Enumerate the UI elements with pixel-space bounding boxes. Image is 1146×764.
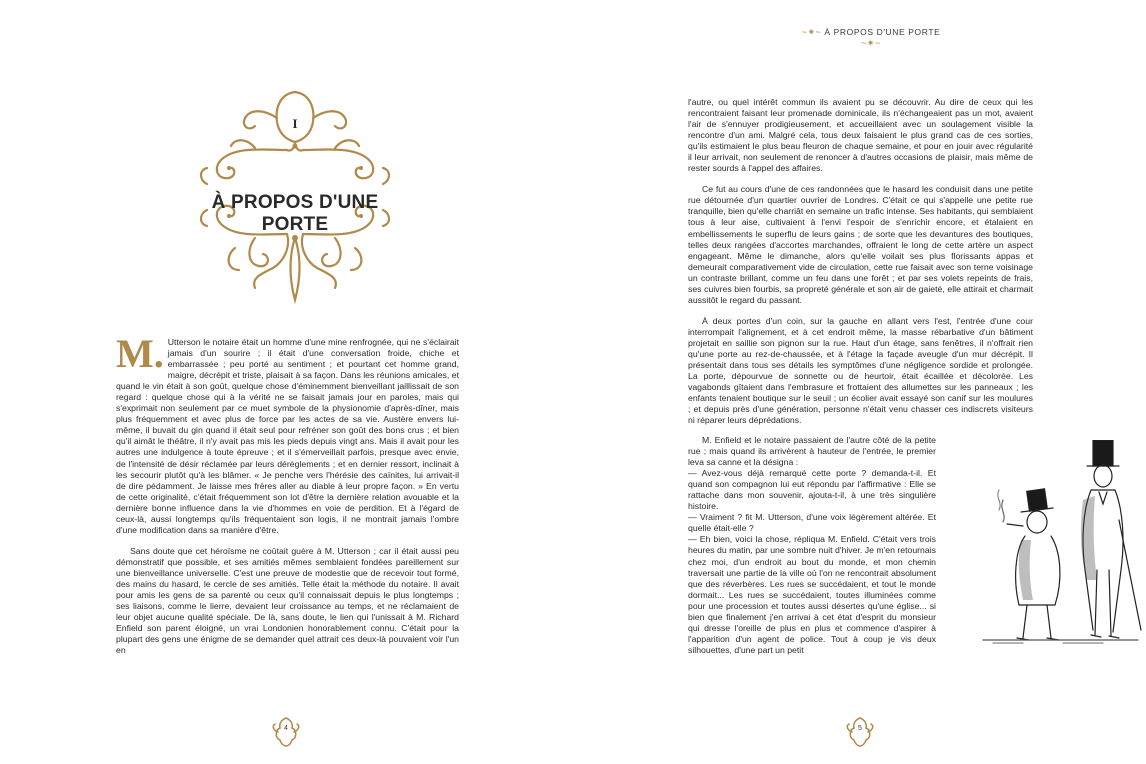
page-number-ornament-icon bbox=[271, 716, 301, 748]
dialog-line: — Eh bien, voici la chose, répliqua M. Enfield. C'était vers trois heures du matin, par une sombre nuit d'hiver. Je m'en retournais chez moi, d'un endroit au bout du monde, et mon chemin traversait une partie de la ville où l'on ne rencontrait absolument que des réverbères. Les rues se succédaient, et tout le monde dormait... Les rues se succédaient, toutes illuminées comme pour une procession et toutes aussi désertes qu'une église... si bien que finalement j'en arrivai à cet état d'esprit du monsieur qui dresse l'oreille de plus en plus et commence d'aspirer à l'apparition d'un agent de police. Tout à coup je vis deux silhouettes, d'une part un petit bbox=[688, 534, 936, 655]
paragraph: l'autre, ou quel intérêt commun ils avaient pu se découvrir. Au dire de ceux qui les rencontraient faisant leur promenade dominicale, ils n'échangeaient pas un mot, avaient l'air de s'ennuyer prodigieusement, et accueillaient avec un soulagement visible la rencontre d'un ami. Malgré cela, tous deux faisaient le plus grand cas de ces sorties, qu'ils estimaient le plus beau fleuron de chaque semaine, et pour en jouir avec régularité il leur arrivait, non seulement de renoncer à d'autres occasions de plaisir, mais même de rester sourds à l'appel des affaires. bbox=[688, 97, 1033, 174]
header-ornament-left-icon: ~⁕~ bbox=[801, 27, 822, 37]
dialog-line: — Vraiment ? fit M. Utterson, d'une voix légèrement altérée. Et quelle était-elle ? bbox=[688, 512, 936, 534]
right-body-text bbox=[688, 97, 1033, 436]
paragraph: M. Utterson le notaire était un homme d'une mine renfrognée, qui ne s'éclairait jamais d'un sourire ; il était d'une conversation froide, chiche et embarrassée ; peu porté au sentiment ; et pourtant cet homme grand, maigre, décrépit et triste, plaisait à sa façon. Dans les réunions amicales, et quand le vin était à son goût, quelque chose d'éminemment bienveillant jaillissait de son regard : quelque chose qui à la vérité ne se faisait jamais jour en paroles, mais qui s'exprimait non seulement par ce muet symbole de la physionomie d'après-dîner, mais plus fréquemment et avec plus de force par les actes de sa vie. Austère envers lui-même, il buvait du gin quand il était seul pour refréner son goût des bons crus ; et bien qu'il aimât le théâtre, il n'y avait pas mis les pieds depuis vingt ans. Mais il avait pour les autres une indulgence à toute épreuve ; et il s'émerveillait parfois, presque avec envie, de l'intensité de désir réclamée par leurs dérèglements ; et en dernier ressort, inclinait à les secourir plutôt qu'à les blâmer. « Je penche vers l'hérésie des caïnites, lui arrivait-il de dire pédamment. Je laisse mes frères aller au diable à leur propre façon. » En vertu de cette originalité, c'était fréquemment son lot d'être la dernière relation avouable et la dernière bonne influence dans la vie d'hommes en voie de perdition. Et à l'égard de ceux-là, aussi longtemps qu'ils fréquentaient son logis, il ne montrait jamais l'ombre d'une modification dans sa manière d'être. bbox=[116, 331, 459, 535]
chapter-number: I bbox=[292, 116, 298, 131]
paragraph: À deux portes d'un coin, sur la gauche en allant vers l'est, l'entrée d'une cour interrompait l'alignement, et à cet endroit même, la masse rébarbative d'un bâtiment projetait en saillie son pignon sur la rue. Haut d'un étage, sans fenêtres, il n'offrait rien qu'une porte au rez-de-chaussée, et à l'étage la façade aveugle d'un mur décrépit. Il présentait dans tous ses détails les symptômes d'une négligence sordide et prolongée. La porte, dépourvue de sonnette ou de heurtoir, était écaillée et décolorée. Les vagabonds gîtaient dans l'embrasure et frottaient des allumettes sur les panneaux ; les enfants tenaient boutique sur le seuil ; un écolier avait essayé son canif sur les moulures ; et depuis près d'une génération, personne n'était venu chasser ces indiscrets visiteurs ni réparer leurs déprédations. bbox=[688, 315, 1033, 426]
dialog-text bbox=[688, 435, 936, 656]
header-ornament-right-icon: ~⁕~ bbox=[861, 38, 881, 48]
page-number-ornament-icon bbox=[845, 716, 875, 748]
gentlemen-illustration bbox=[963, 440, 1143, 645]
running-header: ~⁕~ À PROPOS D'UNE PORTE ~⁕~ bbox=[801, 27, 941, 48]
chapter-title: À PROPOS D'UNE PORTE bbox=[211, 192, 379, 235]
paragraph: Sans doute que cet héroïsme ne coûtait guère à M. Utterson ; car il était aussi peu démonstratif que possible, et ses amitiés mêmes semblaient fondées pareillement sur une bienveillance universelle. C'est une preuve de modestie que de recevoir tout formé, des mains du hasard, le cercle de ses amitiés. Telle était la méthode du notaire. Il avait pour amis les gens de sa parenté ou ceux qu'il connaissait depuis le plus longtemps ; ses liaisons, comme le lierre, devaient leur croissance au temps, et ne réclamaient de leur objet aucune qualité spéciale. De là, sans doute, le lien qui l'unissait à M. Richard Enfield son parent éloigné, un vrai Londonien honorablement connu. C'était pour la plupart des gens une énigme de se demander quel attrait ces deux-là pouvaient voir l'un en bbox=[116, 545, 459, 656]
dialog-line: — Avez-vous déjà remarqué cette porte ? demanda-t-il. Et quand son compagnon lui eut répondu par l'affirmative : Elle se rattache dans mon souvenir, ajouta-t-il, à une très singulière histoire. bbox=[688, 468, 936, 512]
page-number-left: 4 bbox=[271, 716, 301, 748]
dialog-line: M. Enfield et le notaire passaient de l'autre côté de la petite rue ; mais quand ils arrivèrent à hauteur de l'entrée, le premier leva sa canne et la désigna : bbox=[688, 435, 936, 468]
chapter-ornament bbox=[195, 88, 395, 304]
paragraph: Ce fut au cours d'une de ces randonnées que le hasard les conduisit dans une petite rue détournée d'un quartier ouvrier de Londres. C'était ce qui s'appelle une petite rue tranquille, bien qu'elle charriât en semaine un trafic intense. Ses habitants, qui semblaient tous à leur aise, cultivaient à l'envi l'espoir de s'enrichir encore, et étalaient en embellissements le superflu de leurs gains ; de sorte que les devantures des boutiques, telles deux rangées d'accortes marchandes, offraient le long de cette artère un aspect engageant. Même le dimanche, alors qu'elle voilait ses plus florissants appas et demeurait comparativement vide de circulation, cette rue faisait avec son terne voisinage un contraste brillant, comme un feu dans une forêt ; et par ses volets repeints de frais, ses cuivres bien fourbis, sa propreté générale et son air de gaieté, elle attirait et charmait aussitôt le regard du passant. bbox=[688, 184, 1033, 305]
right-page bbox=[573, 0, 1146, 764]
drop-cap: M. bbox=[116, 331, 164, 376]
left-body-text bbox=[116, 331, 459, 666]
page-number-right: 5 bbox=[845, 716, 875, 748]
